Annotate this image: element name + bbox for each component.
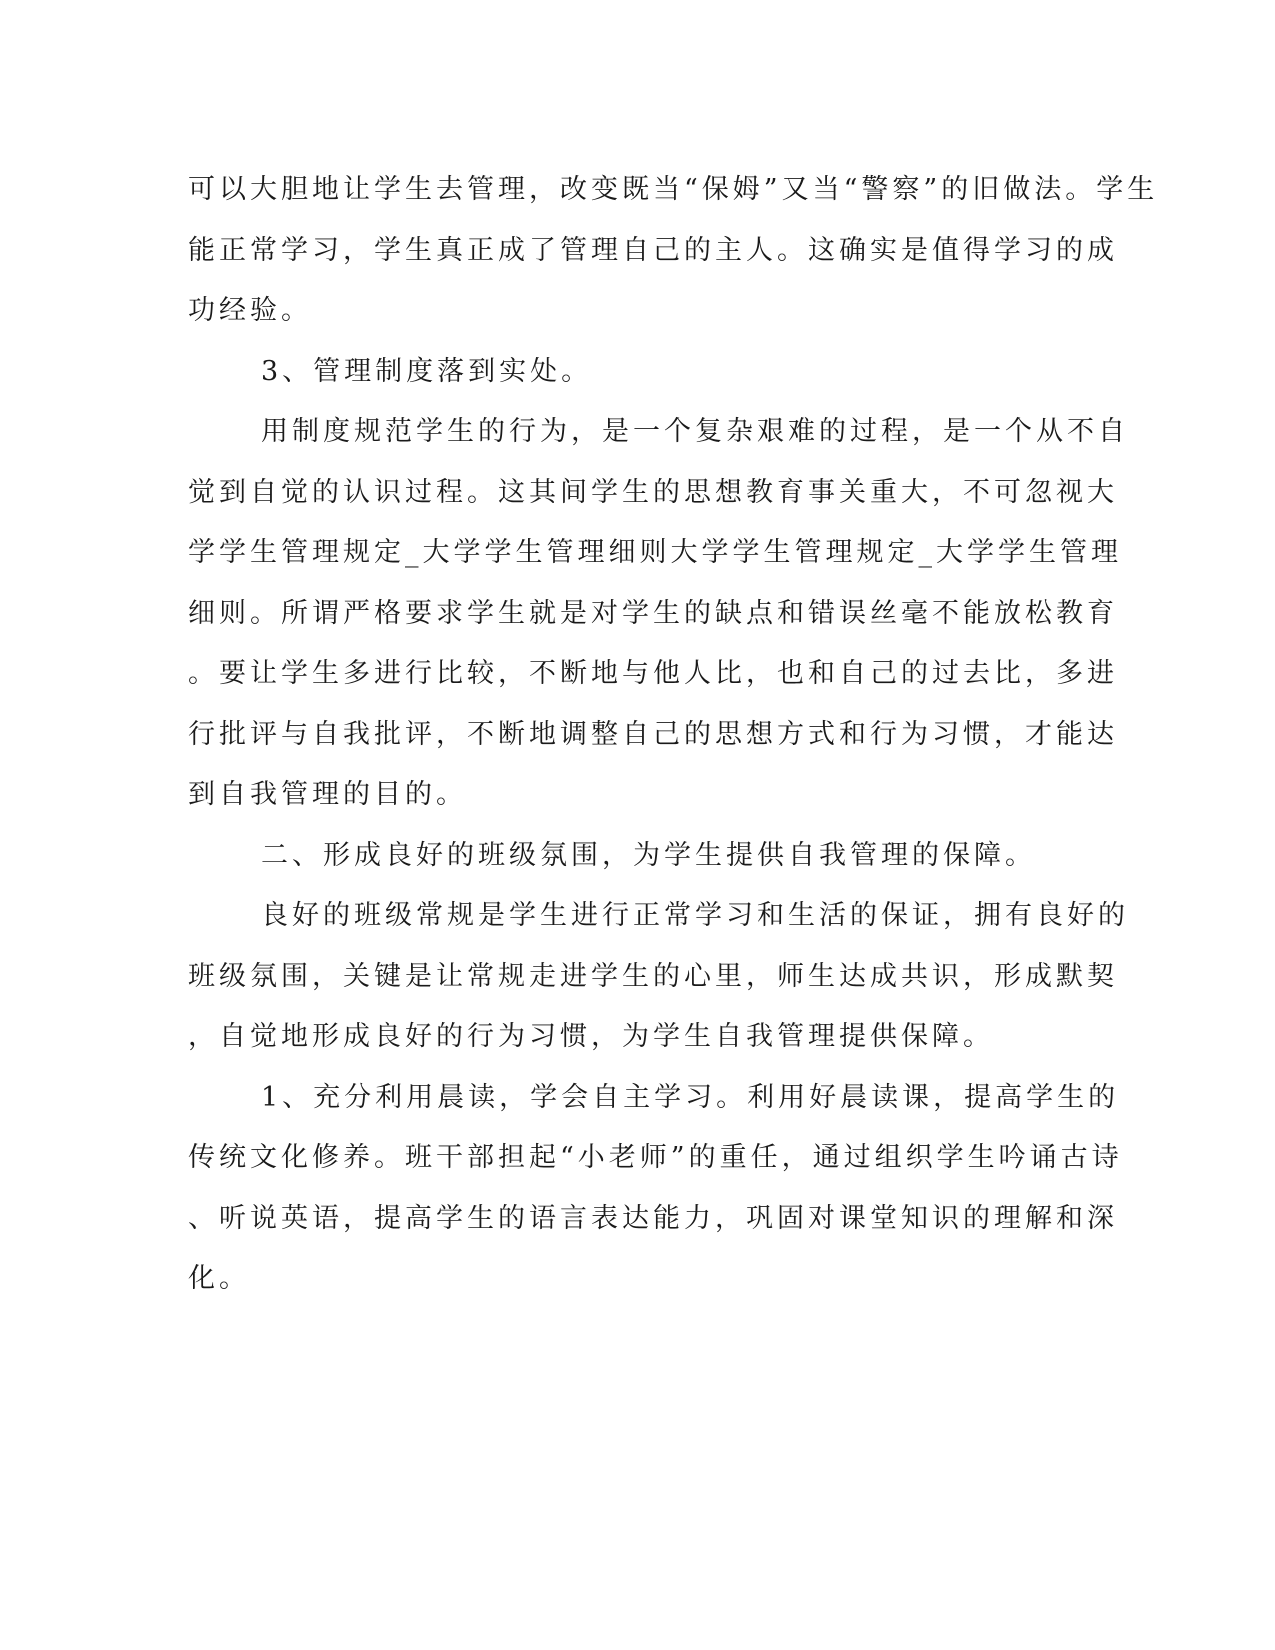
text-line-1: 可以大胆地让学生去管理，改变既当“保姆”又当“警察”的旧做法。学生: [188, 174, 1159, 205]
text-line-14: 班级氛围，关键是让常规走进学生的心里，师生达成共识，形成默契: [188, 960, 1118, 992]
section-heading-2: 二、形成良好的班级氛围，为学生提供自我管理的保障。: [261, 839, 1036, 871]
text-line-9: 。要让学生多进行比较，不断地与他人比，也和自己的过去比，多进: [188, 658, 1118, 689]
text-line-5: 用制度规范学生的行为，是一个复杂艰难的过程，是一个从不自: [261, 416, 1129, 447]
text-line-2: 能正常学习，学生真正成了管理自己的主人。这确实是值得学习的成: [188, 234, 1118, 266]
document-body: [188, 160, 1159, 1310]
text-line-3: 功经验。: [188, 295, 312, 326]
text-line-18: 、听说英语，提高学生的语言表达能力，巩固对课堂知识的理解和深: [188, 1202, 1118, 1234]
text-line-10: 行批评与自我批评，不断地调整自己的思想方式和行为习惯，才能达: [188, 718, 1118, 750]
text-line-11: 到自我管理的目的。: [188, 779, 467, 810]
text-line-16: 1、充分利用晨读，学会自主学习。利用好晨读课，提高学生的: [261, 1081, 1120, 1113]
text-line-7: 学学生管理规定_大学学生管理细则大学学生管理规定_大学学生管理: [188, 537, 1122, 568]
text-line-13: 良好的班级常规是学生进行正常学习和生活的保证，拥有良好的: [261, 900, 1129, 931]
text-line-6: 觉到自觉的认识过程。这其间学生的思想教育事关重大，不可忽视大: [188, 476, 1118, 508]
text-line-19: 化。: [188, 1263, 250, 1294]
text-line-17: 传统文化修养。班干部担起“小老师”的重任，通过组织学生吟诵古诗: [188, 1142, 1123, 1173]
section-heading-3: 3、管理制度落到实处。: [261, 355, 593, 387]
text-line-8: 细则。所谓严格要求学生就是对学生的缺点和错误丝毫不能放松教育: [188, 597, 1118, 629]
text-line-15: ，自觉地形成良好的行为习惯，为学生自我管理提供保障。: [188, 1021, 994, 1052]
